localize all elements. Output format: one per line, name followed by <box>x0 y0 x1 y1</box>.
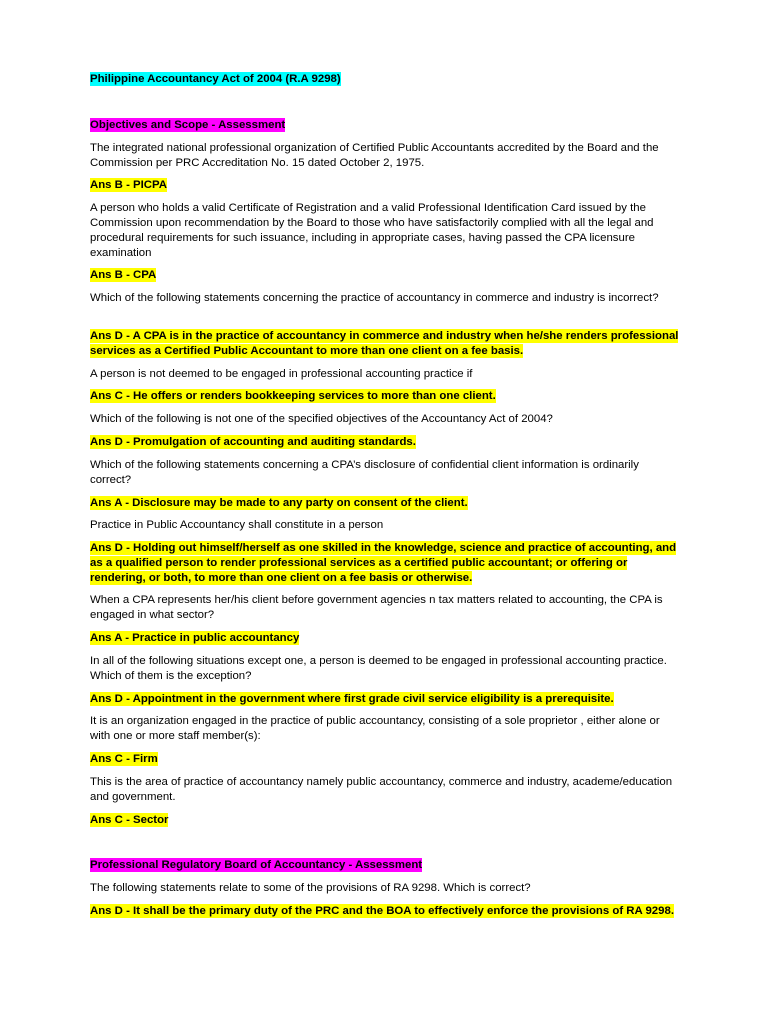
question-text: This is the area of practice of accountancy namely public accountancy, commerce and industry, academe/education and government. <box>90 776 673 803</box>
answer-line <box>90 813 680 828</box>
answer-text: Ans C - Sector <box>90 814 169 826</box>
question-text: The integrated national professional organization of Certified Public Accountants accredited by the Board and the Commission per PRC Accreditation No. 15 dated October 2, 1975. <box>90 142 659 169</box>
section-heading-line <box>90 118 680 133</box>
question-text: Which of the following statements concerning the practice of accountancy in commerce and industry is incorrect? <box>90 292 659 304</box>
answer-line <box>90 692 680 707</box>
section-heading: Objectives and Scope - Assessment <box>90 119 286 131</box>
answer-line <box>90 541 680 586</box>
question-text: A person who holds a valid Certificate of Registration and a valid Professional Identification Card issued by the Commission upon recommendation by the Board to those who have satisfactorily complied with all the legal and procedural requirements for such issuance, including in appropriate cases, having passed the CPA licensure examination <box>90 202 654 259</box>
answer-text: Ans C - Firm <box>90 753 158 765</box>
question-text: A person is not deemed to be engaged in professional accounting practice if <box>90 368 473 380</box>
section-heading: Professional Regulatory Board of Accountancy - Assessment <box>90 859 423 871</box>
document-title: Philippine Accountancy Act of 2004 (R.A 9298) <box>90 73 341 85</box>
answer-text: Ans D - Promulgation of accounting and auditing standards. <box>90 436 416 448</box>
answer-line <box>90 389 680 404</box>
answer-line <box>90 435 680 450</box>
question-text: When a CPA represents her/his client before government agencies n tax matters related to accounting, the CPA is engaged in what sector? <box>90 594 663 621</box>
answer-text: Ans D - It shall be the primary duty of the PRC and the BOA to effectively enforce the provisions of RA 9298. <box>90 905 674 917</box>
question-text: In all of the following situations except one, a person is deemed to be engaged in professional accounting practice. Which of them is the exception? <box>90 655 667 682</box>
answer-text: Ans A - Disclosure may be made to any party on consent of the client. <box>90 497 468 509</box>
question-text: The following statements relate to some of the provisions of RA 9298. Which is correct? <box>90 882 531 894</box>
answer-line <box>90 904 680 919</box>
question-text: Which of the following statements concerning a CPA’s disclosure of confidential client information is ordinarily correct? <box>90 459 639 486</box>
answer-text: Ans D - Holding out himself/herself as one skilled in the knowledge, science and practice of accounting, and as a qualified person to render professional services as a certified public accountant; or offering or rendering, or both, to more than one client on a fee basis or otherwise. <box>90 542 677 584</box>
answer-text: Ans A - Practice in public accountancy <box>90 632 300 644</box>
answer-text: Ans D - Appointment in the government where first grade civil service eligibility is a prerequisite. <box>90 693 614 705</box>
answer-text: Ans B - PICPA <box>90 179 167 191</box>
answer-line <box>90 496 680 511</box>
document-title-line <box>90 72 680 87</box>
question-text: Practice in Public Accountancy shall constitute in a person <box>90 519 384 531</box>
answer-line <box>90 631 680 646</box>
answer-text: Ans C - He offers or renders bookkeeping services to more than one client. <box>90 390 496 402</box>
section-heading-line <box>90 858 680 873</box>
question-text: Which of the following is not one of the specified objectives of the Accountancy Act of 2004? <box>90 413 553 425</box>
question-text: It is an organization engaged in the practice of public accountancy, consisting of a sole proprietor , either alone or with one or more staff member(s): <box>90 715 660 742</box>
answer-text: Ans B - CPA <box>90 269 157 281</box>
answer-line <box>90 752 680 767</box>
answer-line <box>90 329 680 359</box>
answer-line <box>90 268 680 283</box>
answer-line <box>90 178 680 193</box>
answer-text: Ans D - A CPA is in the practice of accountancy in commerce and industry when he/she renders professional services as a Certified Public Accountant to more than one client on a fee basis. <box>90 330 679 357</box>
